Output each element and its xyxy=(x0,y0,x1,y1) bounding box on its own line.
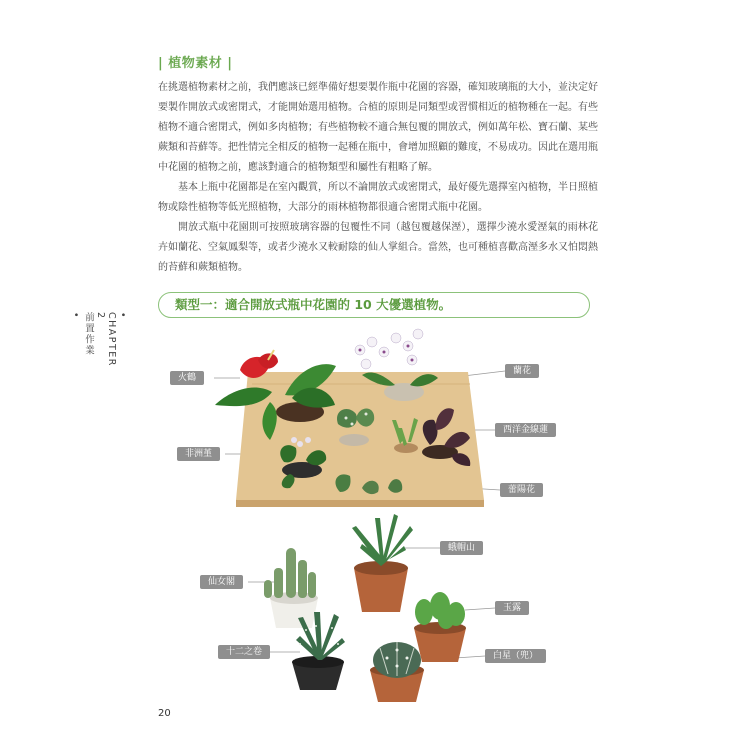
jade-pot xyxy=(414,592,466,662)
label-begonia: 蕾陽花 xyxy=(500,483,543,497)
section-title: | 植物素材 | xyxy=(158,56,233,71)
chapter-number: 2 xyxy=(95,312,106,320)
label-jade: 玉露 xyxy=(495,601,529,615)
label-fairy-cactus: 仙女閣 xyxy=(200,575,243,589)
label-haworthia: 十二之卷 xyxy=(218,645,270,659)
label-african-violet: 非洲堇 xyxy=(177,447,220,461)
label-orchid: 蘭花 xyxy=(505,364,539,378)
paragraph-2: 基本上瓶中花園都是在室內觀賞，所以不論開放式或密閉式，最好優先選擇室內植物，半日照植物或陰性植物等低光照植物，大部分的雨林植物都很適合密閉式瓶中花園。 xyxy=(158,182,598,213)
label-aloe: 蛾帽山 xyxy=(440,541,483,555)
label-ludisia: 西洋金線蓮 xyxy=(495,423,556,437)
chapter-side-label: • CHAPTER 2 前置作業 • xyxy=(70,312,128,367)
paragraph-3: 開放式瓶中花園則可按照玻璃容器的包覆性不同（越包覆越保溼），選擇少澆水愛溼氣的雨林花卉如蘭花、空氣鳳梨等，或者少澆水又較耐陰的仙人掌組合。當然，也可種植喜歡高溼多水又怕悶熱的苔蘚和蕨類植物。 xyxy=(158,222,598,273)
chapter-title: 前置作業 xyxy=(83,312,94,356)
paragraph-1: 在挑選植物素材之前，我們應該已經準備好想要製作瓶中花園的容器，確知玻璃瓶的大小，並決定好要製作開放式或密閉式，才能開始選用植物。合植的原則是同類型或習慣相近的植物種在一起。有些植物不適合密閉式，例如多肉植物；有些植物較不適合無包覆的開放式，例如萬年松、寶石蘭、某些蕨類和苔蘚等。把性情完全相反的植物一起種在瓶中，會增加照顧的難度，不易成功。因此在選用瓶中花園的植物之前，應該對適合的植物類型和屬性有粗略了解。 xyxy=(158,82,598,173)
astrophytum-pot xyxy=(370,642,424,702)
label-astrophytum: 白星（兜） xyxy=(485,649,546,663)
fairy-cactus-pot xyxy=(264,548,318,628)
label-anthurium: 火鶴 xyxy=(170,371,204,385)
aloe-pot xyxy=(352,514,413,612)
type-banner: 類型一：適合開放式瓶中花園的 10 大優選植物。 xyxy=(158,292,590,318)
chapter-word: CHAPTER xyxy=(106,312,117,367)
page-number: 20 xyxy=(158,708,171,719)
